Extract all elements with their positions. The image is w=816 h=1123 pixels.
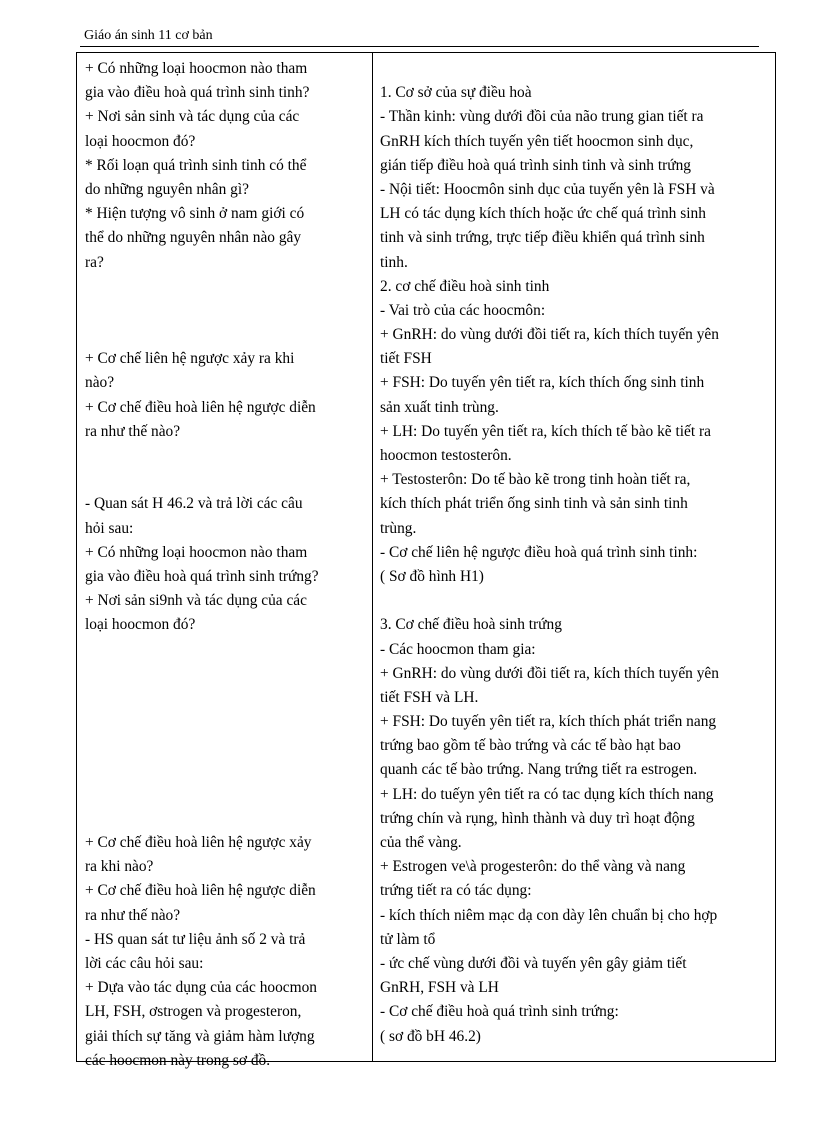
content-line: - Vai trò của các hoocmôn:: [380, 301, 546, 319]
content-line: trứng bao gồm tế bào trứng và các tế bào hạt bao: [380, 737, 681, 755]
question-line: * Hiện tượng vô sinh ở nam giới có: [85, 205, 305, 223]
content-line: + LH: do tuếyn yên tiết ra có tac dụng kích thích nang: [380, 785, 714, 803]
content-line: + GnRH: do vùng dưới đồi tiết ra, kích thích tuyến yên: [380, 326, 719, 344]
content-line: + FSH: Do tuyến yên tiết ra, kích thích ống sinh tinh: [380, 374, 705, 392]
question-line: + Có những loại hoocmon nào tham: [85, 543, 308, 561]
content-line: 2. cơ chế điều hoà sinh tinh: [380, 277, 550, 295]
content-line: + FSH: Do tuyến yên tiết ra, kích thích phát triển nang: [380, 713, 717, 731]
content-line: trùng.: [380, 519, 417, 537]
content-line: - Các hoocmon tham gia:: [380, 640, 536, 658]
question-line: do những nguyên nhân gì?: [85, 180, 249, 198]
question-line: + Nơi sản sinh và tác dụng của các: [85, 108, 300, 126]
teacher-questions-column: [85, 57, 367, 1073]
content-line: trứng chín và rụng, hình thành và duy trì hoạt động: [380, 809, 695, 827]
question-line: [85, 468, 367, 492]
question-line: lời các câu hỏi sau:: [85, 954, 204, 972]
content-line: LH có tác dụng kích thích hoặc ức chế quá trình sinh: [380, 205, 706, 223]
question-line: [85, 710, 367, 734]
question-line: ra khi nào?: [85, 858, 154, 876]
header-rule: [80, 46, 759, 47]
question-line: nào?: [85, 374, 115, 392]
content-line: quanh các tế bào trứng. Nang trứng tiết ra estrogen.: [380, 761, 698, 779]
content-line: - Cơ chế điều hoà quá trình sinh trứng:: [380, 1003, 619, 1021]
question-line: + Nơi sản si9nh và tác dụng của các: [85, 592, 307, 610]
question-line: hỏi sau:: [85, 519, 134, 537]
content-line: tinh.: [380, 253, 408, 271]
question-line: + Có những loại hoocmon nào tham: [85, 60, 308, 77]
content-line: [380, 57, 772, 81]
content-line: sản xuất tinh trùng.: [380, 398, 499, 416]
question-line: * Rối loạn quá trình sinh tinh có thể: [85, 156, 307, 174]
column-divider: [372, 53, 373, 1061]
content-line: + Testosterôn: Do tế bào kẽ trong tinh hoàn tiết ra,: [380, 471, 691, 489]
content-line: tinh và sinh trứng, trực tiếp điều khiển quá trình sinh: [380, 229, 705, 247]
content-line: tiết FSH và LH.: [380, 688, 479, 706]
question-line: loại hoocmon đó?: [85, 616, 196, 634]
question-line: [85, 734, 367, 758]
content-line: trứng tiết ra có tác dụng:: [380, 882, 532, 900]
question-line: loại hoocmon đó?: [85, 132, 196, 150]
content-line: - Thần kinh: vùng dưới đồi của não trung gian tiết ra: [380, 108, 704, 126]
question-line: + Cơ chế điều hoà liên hệ ngược diễn: [85, 882, 316, 900]
content-line: + Estrogen ve\à progesterôn: do thể vàng và nang: [380, 858, 686, 876]
content-line: hoocmon testosterôn.: [380, 447, 512, 464]
lesson-content-column: [380, 57, 772, 1049]
question-line: giải thích sự tăng và giảm hàm lượng: [85, 1027, 315, 1045]
question-line: gia vào điều hoà quá trình sinh trứng?: [85, 567, 319, 585]
content-line: của thể vàng.: [380, 834, 462, 851]
question-line: [85, 323, 367, 347]
page-header-title: Giáo án sinh 11 cơ bản: [84, 28, 213, 43]
content-line: 1. Cơ sở của sự điều hoà: [380, 84, 532, 102]
question-line: các hoocmon này trong sơ đồ.: [85, 1051, 271, 1069]
content-line: [380, 589, 772, 613]
content-line: ( sơ đồ bH 46.2): [380, 1027, 481, 1045]
content-line: + GnRH: do vùng dưới đồi tiết ra, kích thích tuyến yên: [380, 664, 719, 682]
question-line: + Cơ chế điều hoà liên hệ ngược diễn: [85, 398, 316, 416]
question-line: [85, 807, 367, 831]
question-line: ra?: [85, 253, 104, 271]
question-line: thể do những nguyên nhân nào gây: [85, 229, 302, 247]
content-line: - ức chế vùng dưới đồi và tuyến yên gây giảm tiết: [380, 954, 687, 972]
question-line: ra như thế nào?: [85, 906, 181, 924]
question-line: - HS quan sát tư liệu ảnh số 2 và trả: [85, 930, 306, 948]
question-line: + Cơ chế điều hoà liên hệ ngược xảy: [85, 834, 312, 851]
content-line: ( Sơ đồ hình H1): [380, 567, 484, 585]
content-line: tử làm tổ: [380, 930, 436, 948]
question-line: + Cơ chế liên hệ ngược xảy ra khi: [85, 350, 295, 368]
content-line: - kích thích niêm mạc dạ con dày lên chuẩn bị cho hợp: [380, 906, 718, 924]
question-line: [85, 638, 367, 662]
question-line: [85, 686, 367, 710]
content-line: kích thích phát triển ống sinh tinh và sản sinh tinh: [380, 495, 688, 513]
content-line: GnRH, FSH và LH: [380, 979, 499, 997]
content-line: GnRH kích thích tuyến yên tiết hoocmon sinh dục,: [380, 132, 694, 150]
question-line: LH, FSH, ơstrogen và progesteron,: [85, 1003, 302, 1021]
question-line: [85, 299, 367, 323]
content-line: + LH: Do tuyến yên tiết ra, kích thích tế bào kẽ tiết ra: [380, 422, 711, 440]
content-line: - Cơ chế liên hệ ngược điều hoà quá trình sinh tinh:: [380, 543, 698, 561]
question-line: [85, 444, 367, 468]
content-line: tiết FSH: [380, 350, 432, 368]
question-line: [85, 783, 367, 807]
content-line: - Nội tiết: Hoocmôn sinh dục của tuyến yên là FSH và: [380, 180, 715, 198]
question-line: + Dựa vào tác dụng của các hoocmon: [85, 979, 317, 997]
question-line: [85, 758, 367, 782]
question-line: [85, 662, 367, 686]
question-line: [85, 275, 367, 299]
lesson-table: [76, 52, 776, 1069]
question-line: ra như thế nào?: [85, 422, 181, 440]
content-line: gián tiếp điều hoà quá trình sinh tinh và sinh trứng: [380, 156, 691, 174]
question-line: gia vào điều hoà quá trình sinh tinh?: [85, 84, 310, 102]
content-line: 3. Cơ chế điều hoà sinh trứng: [380, 616, 562, 634]
question-line: - Quan sát H 46.2 và trả lời các câu: [85, 495, 303, 513]
